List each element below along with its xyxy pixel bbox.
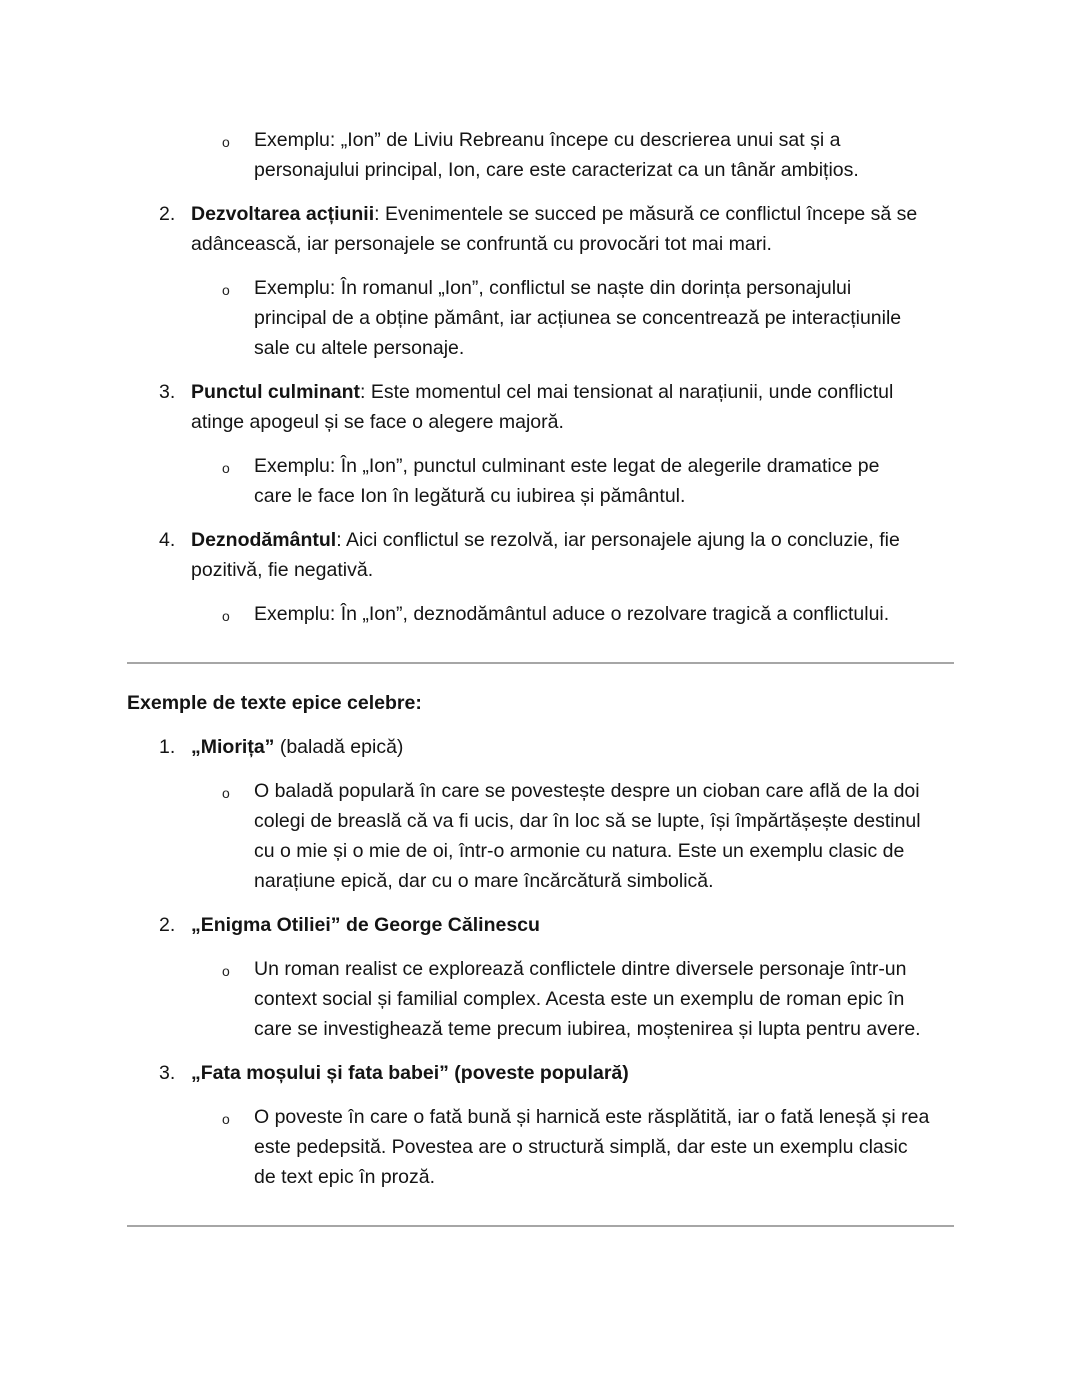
description-line: narațiune epică, dar cu o mare încărcătură simbolică. [254, 870, 714, 892]
list-item-text: adâncească, iar personajele se confruntă cu provocări tot mai mari. [191, 233, 772, 255]
list-number: 1. [159, 736, 176, 758]
description-line: O poveste în care o fată bună și harnică este răsplătită, iar o fată leneșă și rea [254, 1106, 930, 1128]
horizontal-divider [127, 662, 954, 664]
list-item-term: Punctul culminant [191, 381, 361, 403]
list-number: 4. [159, 529, 176, 551]
example-line: Exemplu: În „Ion”, punctul culminant este legat de alegerile dramatice pe [254, 455, 880, 477]
example-line: sale cu altele personaje. [254, 337, 465, 359]
list-number: 2. [159, 203, 176, 225]
list-item [191, 199, 917, 229]
description-line: context social și familial complex. Acesta este un exemplu de roman epic în [254, 988, 905, 1010]
list-item-text: : Evenimentele se succed pe măsură ce conflictul începe să se [374, 203, 918, 225]
list-item-text: : Este momentul cel mai tensionat al narațiunii, unde conflictul [360, 381, 894, 403]
example-line: Exemplu: În „Ion”, deznodământul aduce o rezolvare tragică a conflictului. [254, 603, 890, 625]
list-item [191, 732, 403, 762]
bullet-marker: o [222, 1111, 230, 1127]
bullet-marker: o [222, 460, 230, 476]
description-line: O baladă populară în care se povestește despre un cioban care află de la doi [254, 780, 920, 802]
list-number: 3. [159, 1062, 176, 1084]
list-item [191, 525, 900, 555]
list-item-title: „Enigma Otiliei” de George Călinescu [191, 914, 540, 936]
example-line: personajului principal, Ion, care este caracterizat ca un tânăr ambițios. [254, 159, 859, 181]
list-item-term: Deznodământul [191, 529, 337, 551]
description-line: care se investighează teme precum iubirea, moștenirea și lupta pentru avere. [254, 1018, 921, 1040]
example-line: Exemplu: „Ion” de Liviu Rebreanu începe cu descrierea unui sat și a [254, 129, 841, 151]
description-line: este pedepsită. Povestea are o structură simplă, dar este un exemplu clasic [254, 1136, 908, 1158]
example-line: Exemplu: În romanul „Ion”, conflictul se naște din dorința personajului [254, 277, 852, 299]
list-item [191, 910, 540, 940]
bullet-marker: o [222, 785, 230, 801]
bullet-marker: o [222, 134, 230, 150]
list-number: 2. [159, 914, 176, 936]
example-line: care le face Ion în legătură cu iubirea și pământul. [254, 485, 686, 507]
description-line: colegi de breaslă că va fi ucis, dar în loc să se lupte, își împărtășește destinul [254, 810, 921, 832]
section-heading: Exemple de texte epice celebre: [127, 692, 422, 714]
description-line: cu o mie și o mie de oi, într-o armonie cu natura. Este un exemplu clasic de [254, 840, 905, 862]
list-number: 3. [159, 381, 176, 403]
example-line: principal de a obține pământ, iar acțiunea se concentrează pe interacțiunile [254, 307, 902, 329]
bullet-marker: o [222, 963, 230, 979]
list-item-title: „Miorița” [191, 736, 275, 758]
list-item-subtitle: (baladă epică) [274, 736, 404, 758]
list-item-text: atinge apogeul și se face o alegere majoră. [191, 411, 564, 433]
bullet-marker: o [222, 608, 230, 624]
list-item [191, 377, 893, 407]
list-item-term: Dezvoltarea acțiunii [191, 203, 375, 225]
description-line: Un roman realist ce explorează conflictele dintre diversele personaje într-un [254, 958, 907, 980]
bullet-marker: o [222, 282, 230, 298]
horizontal-divider [127, 1225, 954, 1227]
list-item-text: : Aici conflictul se rezolvă, iar personajele ajung la o concluzie, fie [336, 529, 900, 551]
list-item-text: pozitivă, fie negativă. [191, 559, 374, 581]
list-item [191, 1058, 629, 1088]
list-item-title: „Fata moșului și fata babei” (poveste populară) [191, 1062, 629, 1084]
description-line: de text epic în proză. [254, 1166, 436, 1188]
